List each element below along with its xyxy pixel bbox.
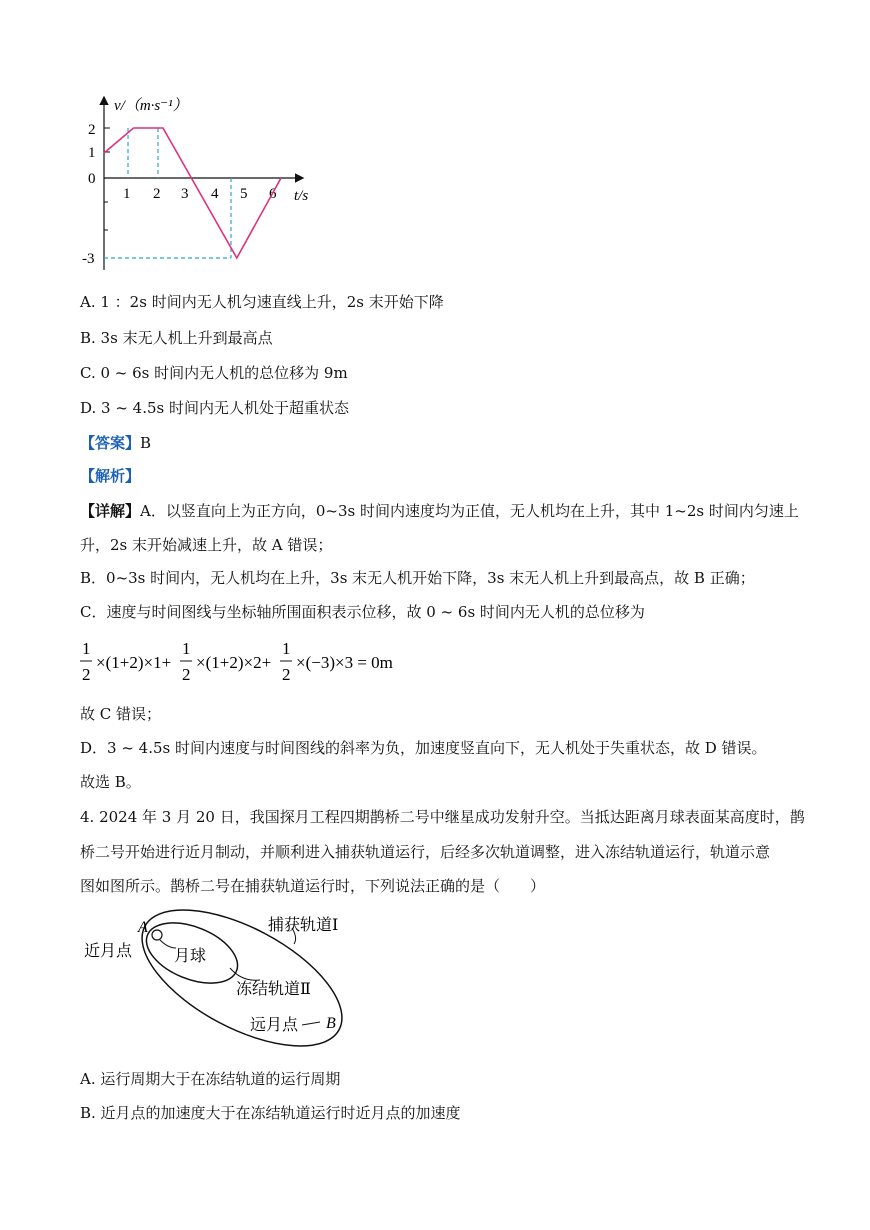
q3-answer bbox=[80, 433, 151, 453]
label-perilune: 近月点 bbox=[84, 943, 133, 960]
label-moon: 月球 bbox=[174, 948, 207, 965]
q3-detail-line-3: B．0~3s 时间内，无人机均在上升，3s 末无人机开始下降，3s 末无人机上升到最高点，故 B 正确； bbox=[80, 569, 755, 587]
detail-label: 【详解】 bbox=[80, 502, 141, 520]
q4-option-a: A. 运行周期大于在冻结轨道的运行周期 bbox=[80, 1070, 341, 1088]
label-A: A bbox=[138, 919, 148, 936]
y-tick-0: 0 bbox=[88, 171, 96, 187]
velocity-time-graph bbox=[80, 90, 340, 275]
q3-option-d: D. 3 ~ 4.5s 时间内无人机处于超重状态 bbox=[80, 399, 349, 417]
label-B: B bbox=[326, 1015, 336, 1032]
orbit-diagram bbox=[80, 908, 380, 1048]
y-axis-label: v/（m·s⁻¹） bbox=[114, 98, 188, 114]
q3-option-c: C. 0 ~ 6s 时间内无人机的总位移为 9m bbox=[80, 364, 348, 382]
svg-text:2: 2 bbox=[82, 665, 91, 684]
q3-option-a: A. 1 ：2s 时间内无人机匀速直线上升，2s 末开始下降 bbox=[80, 293, 444, 311]
x-tick-6: 6 bbox=[269, 186, 277, 202]
answer-value: B bbox=[140, 434, 152, 452]
q3-analysis-label: 【解析】 bbox=[80, 467, 141, 485]
svg-text:×(1+2)×1+: ×(1+2)×1+ bbox=[96, 653, 172, 672]
label-capture-orbit: 捕获轨道Ⅰ bbox=[268, 917, 339, 934]
svg-text:1: 1 bbox=[282, 639, 291, 658]
displacement-formula bbox=[78, 636, 418, 688]
svg-text:×(1+2)×2+: ×(1+2)×2+ bbox=[196, 653, 272, 672]
y-tick-neg3: -3 bbox=[82, 251, 95, 267]
x-tick-4: 4 bbox=[211, 186, 219, 202]
x-tick-1: 1 bbox=[123, 186, 131, 202]
q3-option-b: B. 3s 末无人机上升到最高点 bbox=[80, 329, 273, 347]
y-tick-1: 1 bbox=[88, 145, 96, 161]
velocity-series-line bbox=[104, 128, 281, 258]
x-axis-label: t/s bbox=[294, 188, 309, 204]
svg-text:2: 2 bbox=[182, 665, 191, 684]
q4-stem-line-2: 桥二号开始进行近月制动，并顺利进入捕获轨道运行，后经多次轨道调整，进入冻结轨道运行，轨道示意 bbox=[80, 843, 771, 861]
svg-text:2: 2 bbox=[282, 665, 291, 684]
q3-after-line-3: 故选 B。 bbox=[80, 773, 141, 791]
svg-text:1: 1 bbox=[182, 639, 191, 658]
q4-option-b: B. 近月点的加速度大于在冻结轨道运行时近月点的加速度 bbox=[80, 1104, 461, 1122]
y-tick-2: 2 bbox=[88, 122, 96, 138]
x-tick-3: 3 bbox=[181, 186, 189, 202]
q3-detail-line-4: C．速度与时间图线与坐标轴所围面积表示位移，故 0 ~ 6s 时间内无人机的总位移为 bbox=[80, 603, 645, 621]
svg-text:1: 1 bbox=[82, 639, 91, 658]
q3-after-line-1: 故 C 错误； bbox=[80, 705, 162, 723]
q3-after-line-2: D．3 ~ 4.5s 时间内速度与时间图线的斜率为负，加速度竖直向下，无人机处于失重状态，故 D 错误。 bbox=[80, 739, 767, 757]
answer-label: 【答案】 bbox=[80, 434, 141, 452]
label-apolune: 远月点 bbox=[250, 1017, 299, 1034]
q3-detail-line-2: 升，2s 末开始减速上升，故 A 错误； bbox=[80, 536, 333, 554]
q4-stem-line-1: 4. 2024 年 3 月 20 日，我国探月工程四期鹊桥二号中继星成功发射升空。当抵达距离月球表面某高度时，鹊 bbox=[80, 808, 805, 826]
label-frozen-orbit: 冻结轨道Ⅱ bbox=[236, 981, 311, 998]
q3-detail-line-1: 【详解】A．以竖直向上为正方向，0~3s 时间内速度均为正值，无人机均在上升，其中 1~2s 时间内匀速上 bbox=[80, 502, 799, 520]
x-tick-5: 5 bbox=[240, 186, 248, 202]
moon-circle bbox=[152, 930, 162, 940]
svg-text:×(−3)×3 = 0m: ×(−3)×3 = 0m bbox=[296, 653, 393, 672]
x-tick-2: 2 bbox=[153, 186, 161, 202]
q4-stem-line-3: 图如图所示。鹊桥二号在捕获轨道运行时，下列说法正确的是（ ） bbox=[80, 877, 546, 895]
